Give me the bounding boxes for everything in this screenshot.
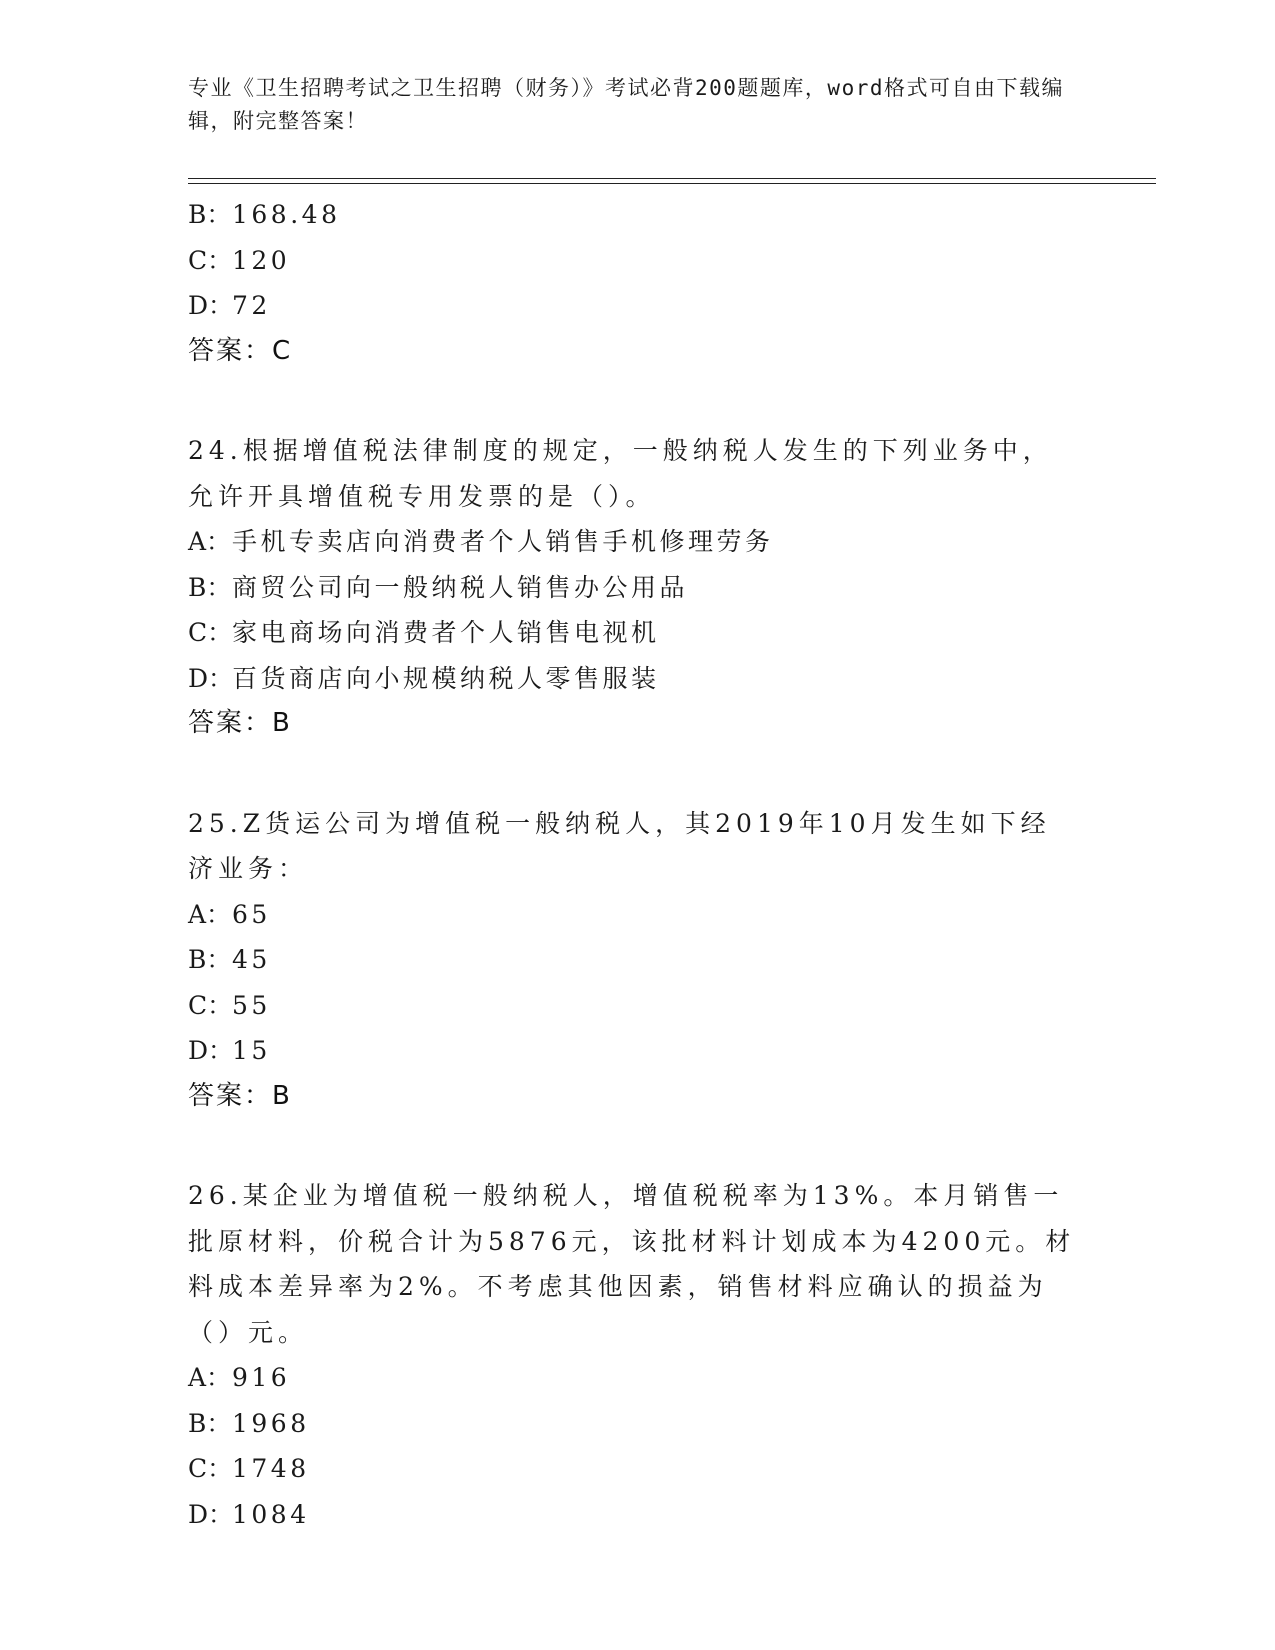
question-25 [188, 801, 1078, 1120]
option-text: 168.48 [232, 200, 341, 229]
answer-line: 答案：C [188, 335, 293, 366]
option-a [188, 892, 1078, 938]
option-letter: D： [188, 663, 234, 693]
option-text: 72 [232, 291, 271, 320]
option-b [188, 565, 1078, 611]
option-letter: A： [188, 527, 232, 556]
question-stem: 25.Z货运公司为增值税一般纳税人，其2019年10月发生如下经济业务： [188, 808, 1051, 883]
header-rule-bottom [188, 183, 1156, 184]
question-stem: 24.根据增值税法律制度的规定，一般纳税人发生的下列业务中，允许开具增值税专用发票的是（）。 [188, 436, 1053, 511]
option-a [188, 519, 1078, 565]
option-b [188, 937, 1078, 983]
question-24 [188, 428, 1078, 747]
option-letter: C： [188, 990, 233, 1020]
question-stem: 26.某企业为增值税一般纳税人，增值税税率为13%。本月销售一批原材料，价税合计为5876元，该批材料计划成本为4200元。材料成本差异率为2%。不考虑其他因素，销售材料应确认的损益为（）元。 [188, 1181, 1076, 1347]
answer-line: 答案：B [188, 1080, 292, 1111]
option-letter: A： [188, 1363, 232, 1392]
option-d [188, 1028, 1078, 1074]
option-text: 45 [232, 945, 271, 974]
header-rule-top [188, 178, 1156, 179]
option-text: 55 [232, 990, 271, 1020]
option-letter: B： [188, 1408, 232, 1438]
option-text: 15 [232, 1036, 271, 1065]
option-c [188, 983, 1078, 1029]
question-26 [188, 1173, 1078, 1537]
option-text: 商贸公司向一般纳税人销售办公用品 [232, 572, 689, 602]
option-b [188, 1401, 1078, 1447]
option-c [188, 1446, 1078, 1492]
option-letter: D： [188, 1036, 234, 1065]
option-letter: C： [188, 245, 233, 275]
option-text: 1748 [232, 1454, 310, 1483]
option-text: 1968 [232, 1408, 310, 1438]
option-text: 120 [232, 245, 291, 275]
option-letter: D： [188, 291, 234, 320]
option-letter: C： [188, 1454, 233, 1483]
option-text: 百货商店向小规模纳税人零售服装 [232, 663, 660, 693]
option-letter: A： [188, 899, 232, 929]
option-d [188, 656, 1078, 702]
option-c [188, 238, 1078, 284]
option-text: 916 [232, 1363, 291, 1392]
option-d [188, 283, 1078, 329]
question-23 [188, 192, 1078, 374]
answer-line: 答案：B [188, 708, 292, 738]
option-letter: B： [188, 945, 232, 974]
option-letter: D： [188, 1499, 234, 1529]
option-d [188, 1492, 1078, 1538]
option-text: 65 [232, 899, 271, 929]
option-text: 家电商场向消费者个人销售电视机 [232, 618, 660, 647]
option-text: 1084 [232, 1499, 310, 1529]
option-c [188, 610, 1078, 656]
option-letter: B： [188, 200, 232, 229]
option-b [188, 192, 1078, 238]
option-letter: C： [188, 618, 233, 647]
option-letter: B： [188, 572, 232, 602]
option-a [188, 1355, 1078, 1401]
option-text: 手机专卖店向消费者个人销售手机修理劳务 [232, 527, 774, 556]
document-content [188, 192, 1078, 1537]
document-header: 专业《卫生招聘考试之卫生招聘（财务）》考试必背200题题库，word格式可自由下载编辑，附完整答案！ [188, 76, 1064, 133]
